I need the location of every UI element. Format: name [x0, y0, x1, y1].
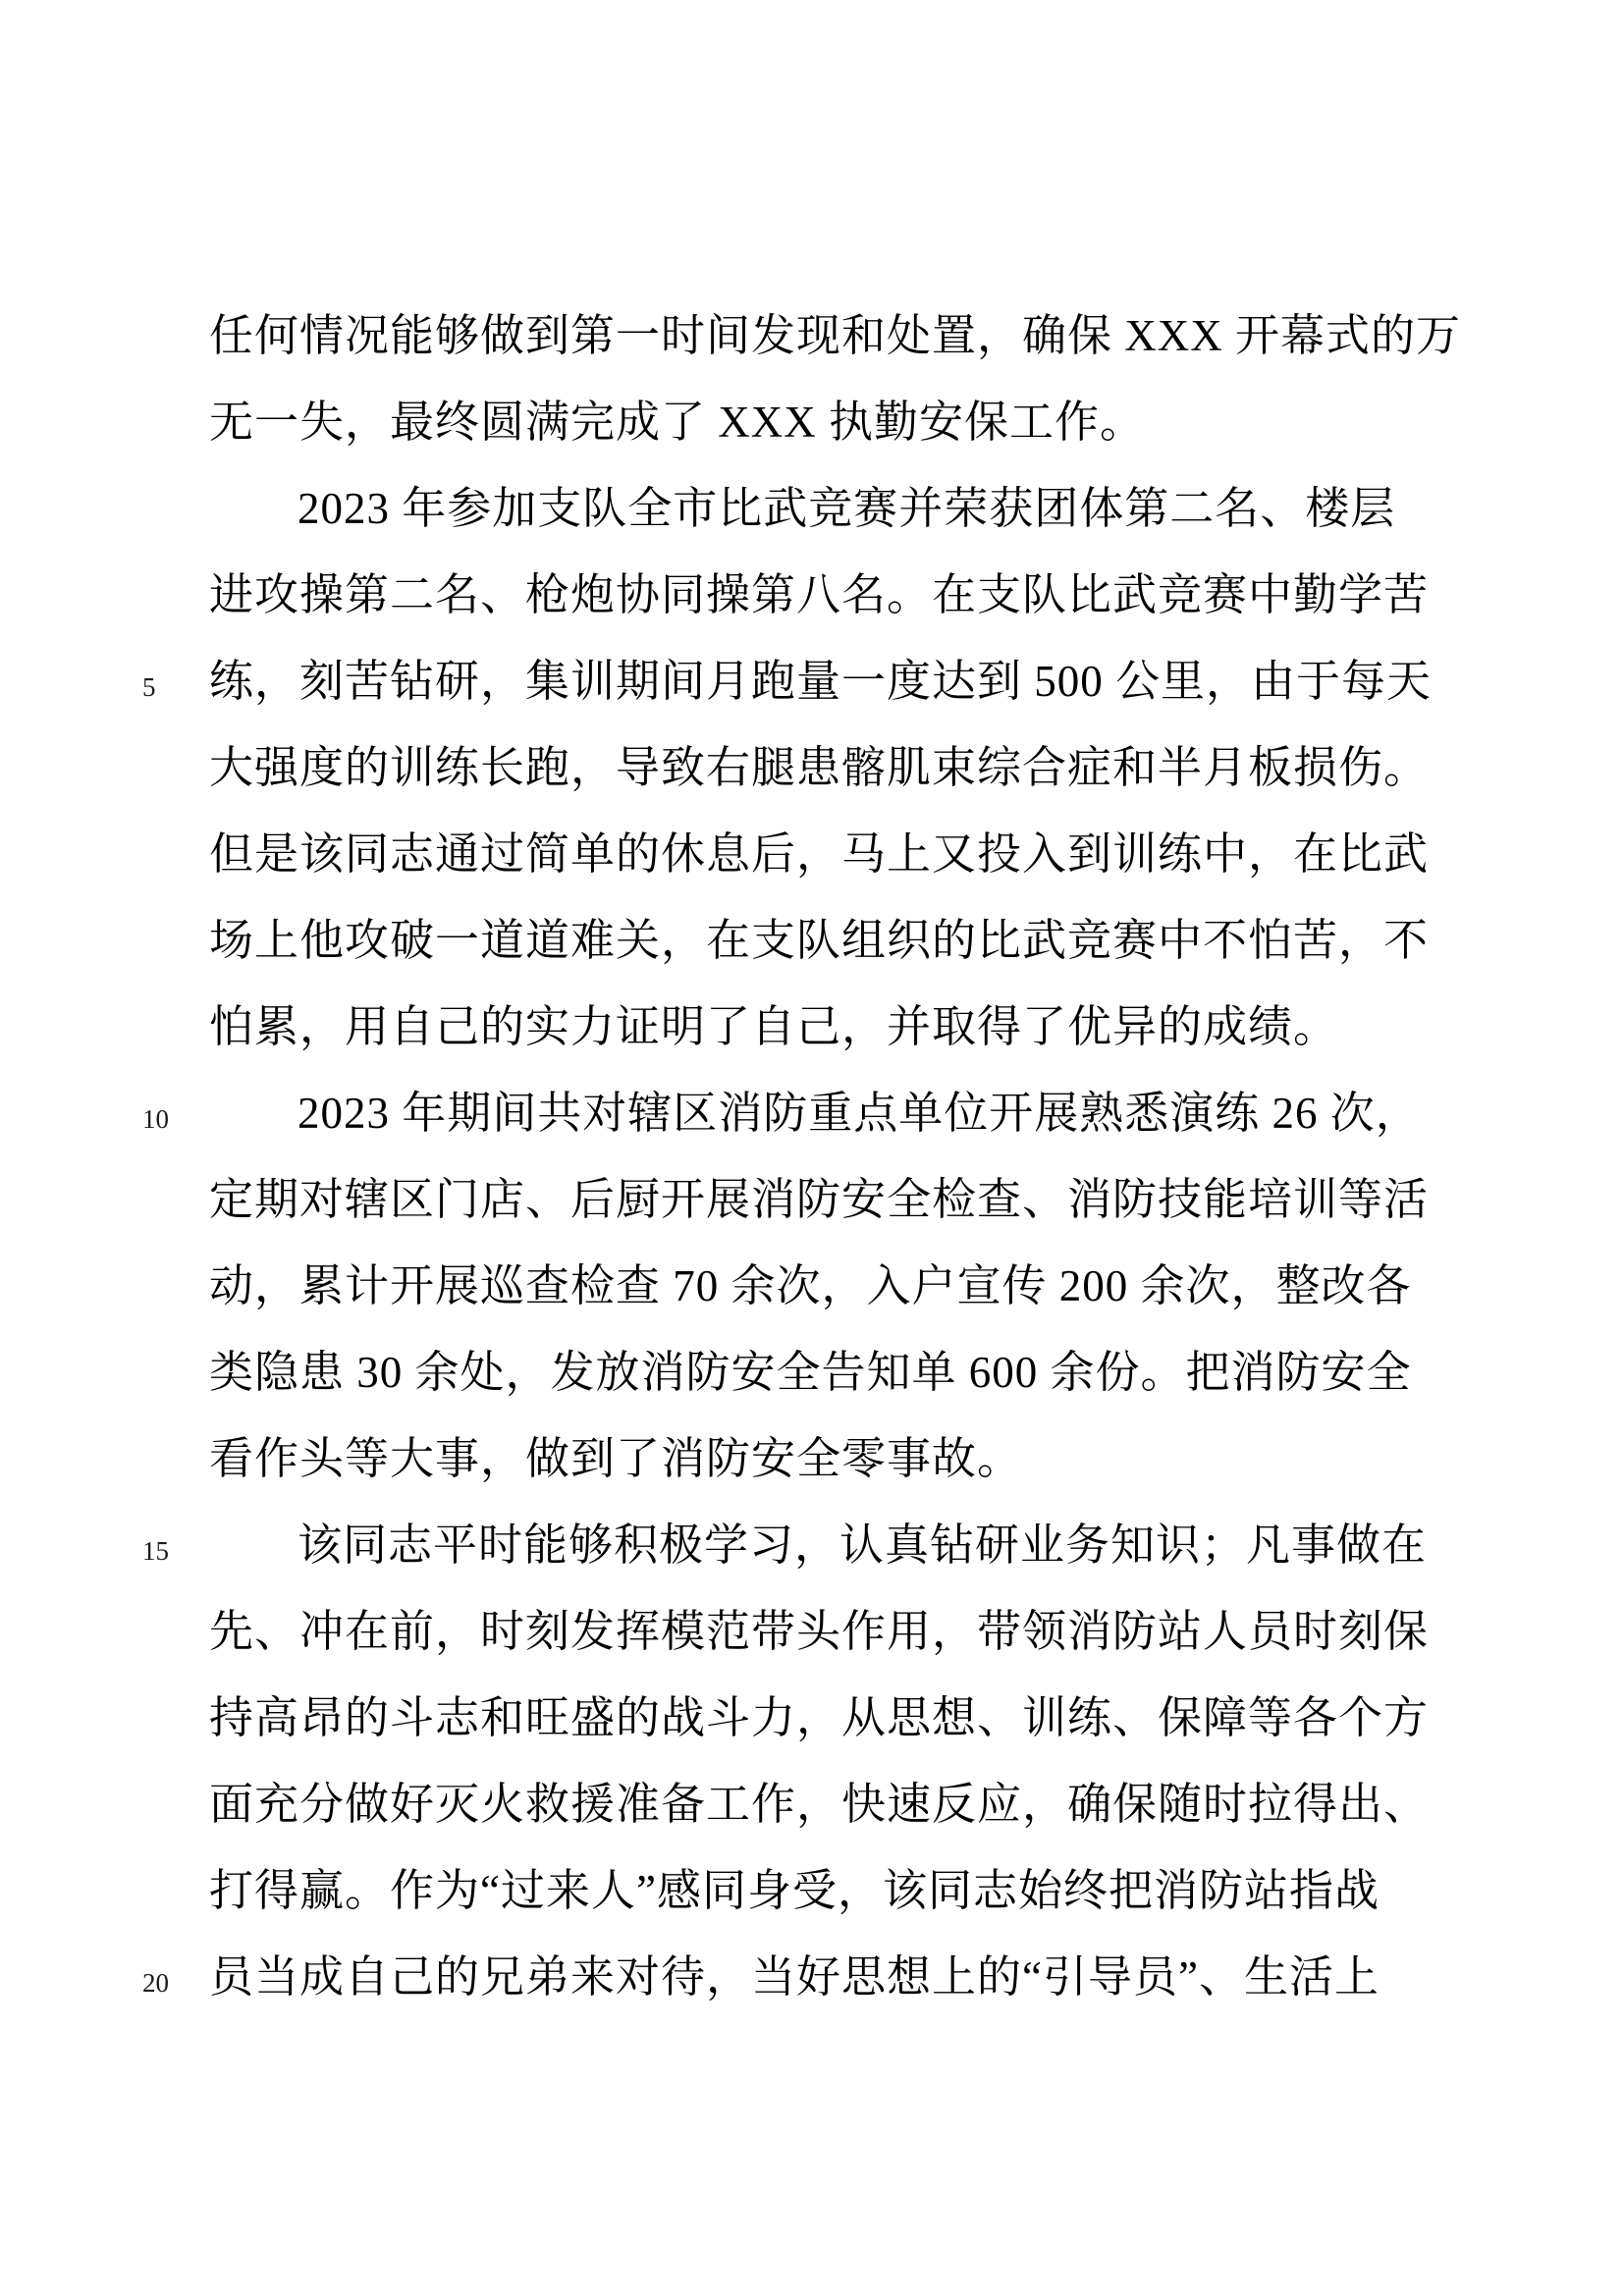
- text-line: [142, 1502, 1473, 1588]
- line-text: 持高昂的斗志和旺盛的战斗力，从思想、训练、保障等各个方: [209, 1693, 1430, 1742]
- line-text: 看作头等大事，做到了消防安全零事故。: [209, 1434, 1023, 1483]
- text-line: [142, 1934, 1473, 2020]
- line-text: 但是该同志通过简单的休息后，马上又投入到训练中，在比武: [209, 829, 1430, 879]
- document-body: [142, 293, 1473, 2020]
- text-line: [142, 897, 1473, 984]
- line-text: 练，刻苦钻研，集训期间月跑量一度达到 500 公里，由于每天: [209, 657, 1433, 706]
- text-line: [142, 724, 1473, 811]
- text-line: [142, 1070, 1473, 1156]
- line-text: 打得赢。作为“过来人”感同身受，该同志始终把消防站指战: [209, 1866, 1380, 1915]
- text-line: [142, 1588, 1473, 1675]
- text-line: [142, 1847, 1473, 1934]
- line-text: 该同志平时能够积极学习，认真钻研业务知识；凡事做在: [298, 1521, 1428, 1570]
- text-line: [142, 1329, 1473, 1415]
- line-text: 怕累，用自己的实力证明了自己，并取得了优异的成绩。: [209, 1002, 1339, 1051]
- text-line: [142, 638, 1473, 724]
- text-line: [142, 293, 1473, 379]
- line-text: 2023 年参加支队全市比武竞赛并荣获团体第二名、楼层: [298, 484, 1396, 533]
- line-text: 场上他攻破一道道难关，在支队组织的比武竞赛中不怕苦，不: [209, 916, 1430, 965]
- line-number: 5: [142, 672, 156, 702]
- text-line: [142, 552, 1473, 638]
- text-line: [142, 1761, 1473, 1847]
- line-number: 10: [142, 1104, 169, 1134]
- line-text: 面充分做好灭火救援准备工作，快速反应，确保随时拉得出、: [209, 1780, 1430, 1829]
- text-line: [142, 1415, 1473, 1502]
- text-line: [142, 1675, 1473, 1761]
- line-number: 20: [142, 1968, 169, 1998]
- text-line: [142, 465, 1473, 552]
- line-text: 先、冲在前，时刻发挥模范带头作用，带领消防站人员时刻保: [209, 1607, 1430, 1656]
- text-line: [142, 1156, 1473, 1243]
- text-line: [142, 1243, 1473, 1329]
- line-text: 大强度的训练长跑，导致右腿患髂肌束综合症和半月板损伤。: [209, 743, 1430, 792]
- line-text: 无一失，最终圆满完成了 XXX 执勤安保工作。: [209, 398, 1145, 447]
- line-text: 进攻操第二名、枪炮协同操第八名。在支队比武竞赛中勤学苦: [209, 570, 1430, 619]
- text-line: [142, 379, 1473, 465]
- line-text: 任何情况能够做到第一时间发现和处置，确保 XXX 开幕式的万: [209, 311, 1461, 360]
- line-number: 15: [142, 1536, 169, 1566]
- text-line: [142, 984, 1473, 1070]
- line-text: 员当成自己的兄弟来对待，当好思想上的“引导员”、生活上: [209, 1952, 1380, 2002]
- text-line: [142, 811, 1473, 897]
- line-text: 动，累计开展巡查检查 70 余次，入户宣传 200 余次，整改各: [209, 1261, 1412, 1310]
- line-text: 定期对辖区门店、后厨开展消防安全检查、消防技能培训等活: [209, 1175, 1430, 1224]
- line-text: 2023 年期间共对辖区消防重点单位开展熟悉演练 26 次，: [298, 1089, 1421, 1138]
- line-text: 类隐患 30 余处，发放消防安全告知单 600 余份。把消防安全: [209, 1348, 1412, 1397]
